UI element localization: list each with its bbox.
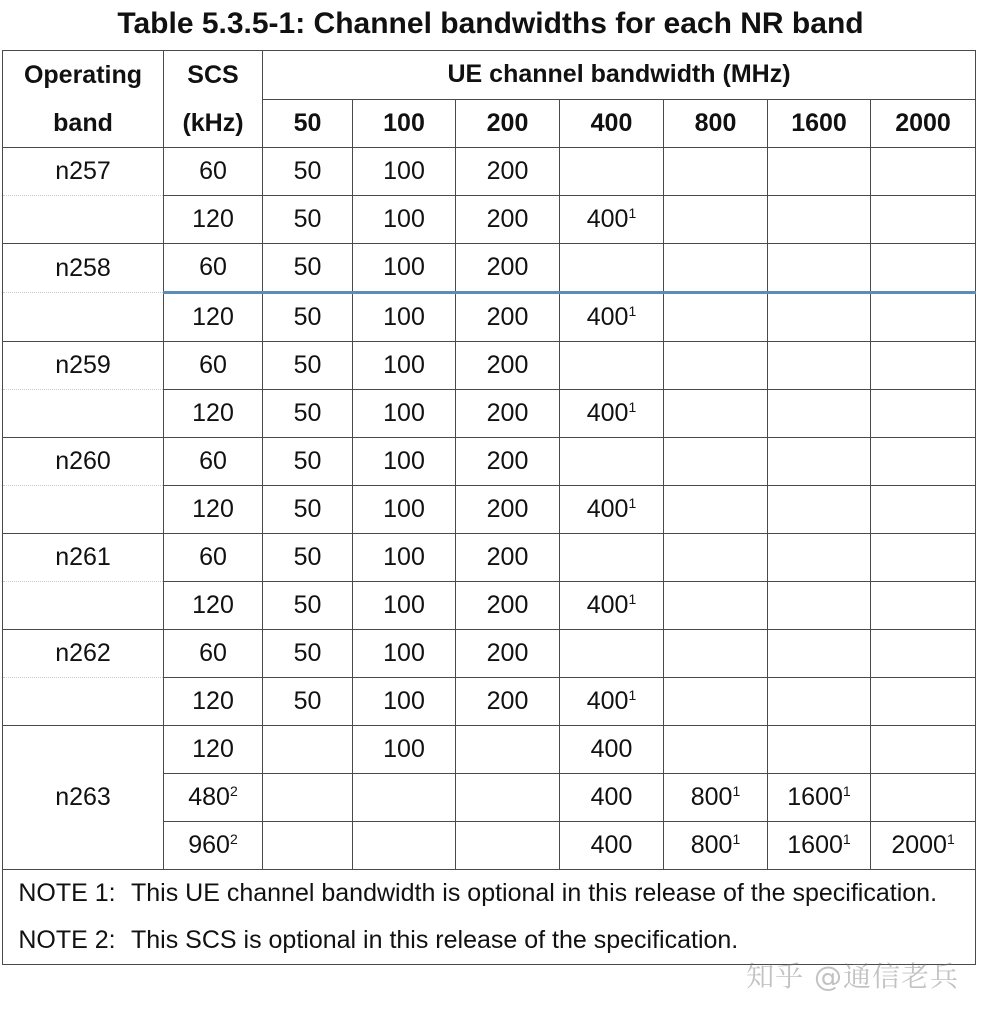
bandwidth-cell: 100 [353, 726, 456, 774]
bandwidth-cell [768, 582, 871, 630]
header-scs [164, 51, 263, 148]
table-row [3, 726, 976, 774]
bandwidth-cell [664, 196, 768, 244]
header-bw-2000: 2000 [871, 99, 976, 148]
header-operating-band-line2: band [53, 109, 113, 137]
bandwidth-cell: 200 [456, 148, 560, 196]
footnote-marker: 1 [842, 783, 851, 799]
bandwidth-cell: 1600$^1$ [768, 822, 871, 870]
bandwidth-cell: 50 [263, 342, 353, 390]
bandwidth-cell [768, 293, 871, 342]
bandwidth-cell: 100 [353, 582, 456, 630]
bandwidth-cell: $800^1$ [664, 774, 768, 822]
bandwidth-cell: $400^1$ [560, 678, 664, 726]
bandwidth-cell: 1600$^1$ [768, 774, 871, 822]
scs-cell: 120 [164, 486, 263, 534]
bandwidth-cell: 50 [263, 630, 353, 678]
bandwidth-cell [560, 630, 664, 678]
bandwidth-cell [560, 342, 664, 390]
bandwidth-cell: 100 [353, 148, 456, 196]
footnote-marker: 1 [628, 495, 637, 511]
notes-row [3, 870, 976, 965]
bandwidth-cell [664, 244, 768, 293]
table-body [3, 148, 976, 965]
band-cell: n258 [3, 244, 164, 293]
bandwidth-cell: 50 [263, 196, 353, 244]
bandwidth-cell [664, 438, 768, 486]
bandwidth-cell: 100 [353, 244, 456, 293]
bandwidth-cell: 50 [263, 438, 353, 486]
band-cell [3, 196, 164, 244]
bandwidth-cell [456, 726, 560, 774]
bandwidth-cell [871, 196, 976, 244]
bandwidth-cell [768, 438, 871, 486]
header-row-1 [3, 51, 976, 100]
scs-cell: 120 [164, 390, 263, 438]
bandwidth-cell: 50 [263, 148, 353, 196]
bandwidth-cell: 100 [353, 390, 456, 438]
bandwidth-cell [768, 726, 871, 774]
table-row [3, 148, 976, 196]
scs-cell: 120 [164, 726, 263, 774]
bandwidth-cell [871, 630, 976, 678]
bandwidth-cell [871, 342, 976, 390]
footnote-marker: 1 [946, 831, 955, 847]
table-row [3, 293, 976, 342]
table-row [3, 244, 976, 293]
table-row [3, 438, 976, 486]
bandwidth-cell: 200 [456, 390, 560, 438]
bandwidth-cell [871, 148, 976, 196]
scs-cell: 60 [164, 342, 263, 390]
band-cell: n263 [3, 726, 164, 870]
scs-cell: 120 [164, 196, 263, 244]
bandwidth-cell: 200 [456, 630, 560, 678]
bandwidth-cell [456, 822, 560, 870]
footnote-marker: 1 [842, 831, 851, 847]
bandwidth-cell: 100 [353, 342, 456, 390]
bandwidth-cell: 400 [560, 774, 664, 822]
scs-cell: 60 [164, 534, 263, 582]
header-bw-200: 200 [456, 99, 560, 148]
bandwidth-cell [456, 774, 560, 822]
note-2 [3, 917, 975, 964]
note-label: NOTE 2: [18, 926, 116, 954]
bandwidth-cell: 200 [456, 678, 560, 726]
bandwidth-cell [871, 244, 976, 293]
bandwidth-cell: 100 [353, 293, 456, 342]
bandwidth-cell: 2000$^1$ [871, 822, 976, 870]
bandwidth-cell [664, 486, 768, 534]
header-bw-800: 800 [664, 99, 768, 148]
bandwidth-cell [768, 390, 871, 438]
bandwidth-cell [871, 726, 976, 774]
bandwidth-cell [871, 293, 976, 342]
scs-cell: $480^2$ [164, 774, 263, 822]
bandwidth-cell: 200 [456, 244, 560, 293]
bandwidth-cell: $400^1$ [560, 196, 664, 244]
table-row [3, 390, 976, 438]
band-cell: n257 [3, 148, 164, 196]
bandwidth-cell [768, 534, 871, 582]
band-cell [3, 293, 164, 342]
bandwidth-cell [263, 822, 353, 870]
bandwidth-cell [664, 678, 768, 726]
bandwidth-cell: $400^1$ [560, 486, 664, 534]
bandwidth-cell: 50 [263, 582, 353, 630]
bandwidth-cell: 100 [353, 678, 456, 726]
bandwidth-cell: 200 [456, 534, 560, 582]
scs-cell: $960^2$ [164, 822, 263, 870]
bandwidth-cell [560, 244, 664, 293]
band-cell [3, 390, 164, 438]
bandwidth-cell [353, 822, 456, 870]
table-title: Table 5.3.5-1: Channel bandwidths for each NR band [117, 7, 864, 40]
header-bw-50: 50 [263, 99, 353, 148]
bandwidth-cell: 200 [456, 293, 560, 342]
bandwidth-cell [664, 726, 768, 774]
band-cell: n261 [3, 534, 164, 582]
note-1 [3, 870, 975, 917]
bandwidth-cell [560, 438, 664, 486]
bandwidth-cell: 100 [353, 486, 456, 534]
bandwidth-cell [768, 678, 871, 726]
scs-cell: 120 [164, 293, 263, 342]
band-cell: n259 [3, 342, 164, 390]
table-row [3, 486, 976, 534]
bandwidth-cell [768, 342, 871, 390]
bandwidth-cell: 50 [263, 486, 353, 534]
bandwidth-cell [263, 726, 353, 774]
bandwidth-cell [768, 630, 871, 678]
bandwidth-cell: 200 [456, 438, 560, 486]
scs-cell: 120 [164, 582, 263, 630]
bandwidth-cell: 100 [353, 438, 456, 486]
footnote-marker: 1 [628, 399, 637, 415]
footnote-marker: 2 [229, 783, 238, 799]
footnote-marker: 2 [229, 831, 238, 847]
bandwidth-cell [871, 390, 976, 438]
bandwidth-cell [664, 342, 768, 390]
header-bw-400: 400 [560, 99, 664, 148]
header-scs-line1: SCS [187, 61, 239, 89]
bandwidth-cell: $400^1$ [560, 582, 664, 630]
bandwidth-cell: $800^1$ [664, 822, 768, 870]
bandwidth-cell: 50 [263, 244, 353, 293]
bandwidth-cell [768, 486, 871, 534]
table-row [3, 342, 976, 390]
band-cell [3, 678, 164, 726]
band-cell [3, 582, 164, 630]
header-operating-band-line1: Operating [23, 61, 143, 89]
bandwidth-cell [768, 244, 871, 293]
bandwidth-cell [871, 486, 976, 534]
bandwidth-cell [664, 534, 768, 582]
note-label: NOTE 1: [18, 879, 116, 907]
band-cell: n260 [3, 438, 164, 486]
band-cell: n262 [3, 630, 164, 678]
footnote-marker: 1 [628, 687, 637, 703]
bandwidth-cell: 50 [263, 293, 353, 342]
bandwidth-cell: $400^1$ [560, 293, 664, 342]
scs-cell: 60 [164, 438, 263, 486]
table-row [3, 534, 976, 582]
footnote-marker: 1 [628, 591, 637, 607]
bandwidth-cell [560, 148, 664, 196]
bandwidth-cell [871, 774, 976, 822]
bandwidth-cell: 200 [456, 486, 560, 534]
scs-cell: 120 [164, 678, 263, 726]
bandwidth-cell: 200 [456, 582, 560, 630]
bandwidth-cell [768, 196, 871, 244]
table-row [3, 630, 976, 678]
band-cell [3, 486, 164, 534]
table-row [3, 582, 976, 630]
header-ue-channel-bandwidth: UE channel bandwidth (MHz) [263, 51, 976, 100]
header-operating-band [3, 51, 164, 148]
channel-bandwidth-table [2, 50, 976, 965]
bandwidth-cell: 400 [560, 822, 664, 870]
bandwidth-cell: 50 [263, 534, 353, 582]
bandwidth-cell: 200 [456, 196, 560, 244]
bandwidth-cell [664, 582, 768, 630]
note-text: This SCS is optional in this release of the specification. [131, 926, 739, 954]
bandwidth-cell [664, 293, 768, 342]
bandwidth-cell: 400 [560, 726, 664, 774]
bandwidth-cell [664, 390, 768, 438]
bandwidth-cell [871, 438, 976, 486]
bandwidth-cell: 100 [353, 196, 456, 244]
bandwidth-cell: 50 [263, 678, 353, 726]
bandwidth-cell [871, 582, 976, 630]
header-bw-100: 100 [353, 99, 456, 148]
header-scs-line2: (kHz) [182, 109, 244, 137]
watermark: 知乎 @通信老兵 [746, 960, 959, 993]
bandwidth-cell [560, 534, 664, 582]
bandwidth-cell [664, 148, 768, 196]
notes-cell [3, 870, 976, 965]
bandwidth-cell [871, 534, 976, 582]
scs-cell: 60 [164, 630, 263, 678]
bandwidth-cell: 200 [456, 342, 560, 390]
bandwidth-cell: $400^1$ [560, 390, 664, 438]
bandwidth-cell [664, 630, 768, 678]
scs-cell: 60 [164, 148, 263, 196]
footnote-marker: 1 [628, 205, 637, 221]
header-bw-1600: 1600 [768, 99, 871, 148]
note-text: This UE channel bandwidth is optional in this release of the specification. [131, 879, 938, 907]
bandwidth-cell: 100 [353, 534, 456, 582]
scs-cell: 60 [164, 244, 263, 293]
bandwidth-cell [353, 774, 456, 822]
bandwidth-cell: 100 [353, 630, 456, 678]
bandwidth-cell [263, 774, 353, 822]
table-row [3, 678, 976, 726]
footnote-marker: 1 [732, 783, 741, 799]
table-row [3, 196, 976, 244]
footnote-marker: 1 [628, 303, 637, 319]
bandwidth-cell [871, 678, 976, 726]
bandwidth-cell: 50 [263, 390, 353, 438]
footnote-marker: 1 [732, 831, 741, 847]
bandwidth-cell [768, 148, 871, 196]
